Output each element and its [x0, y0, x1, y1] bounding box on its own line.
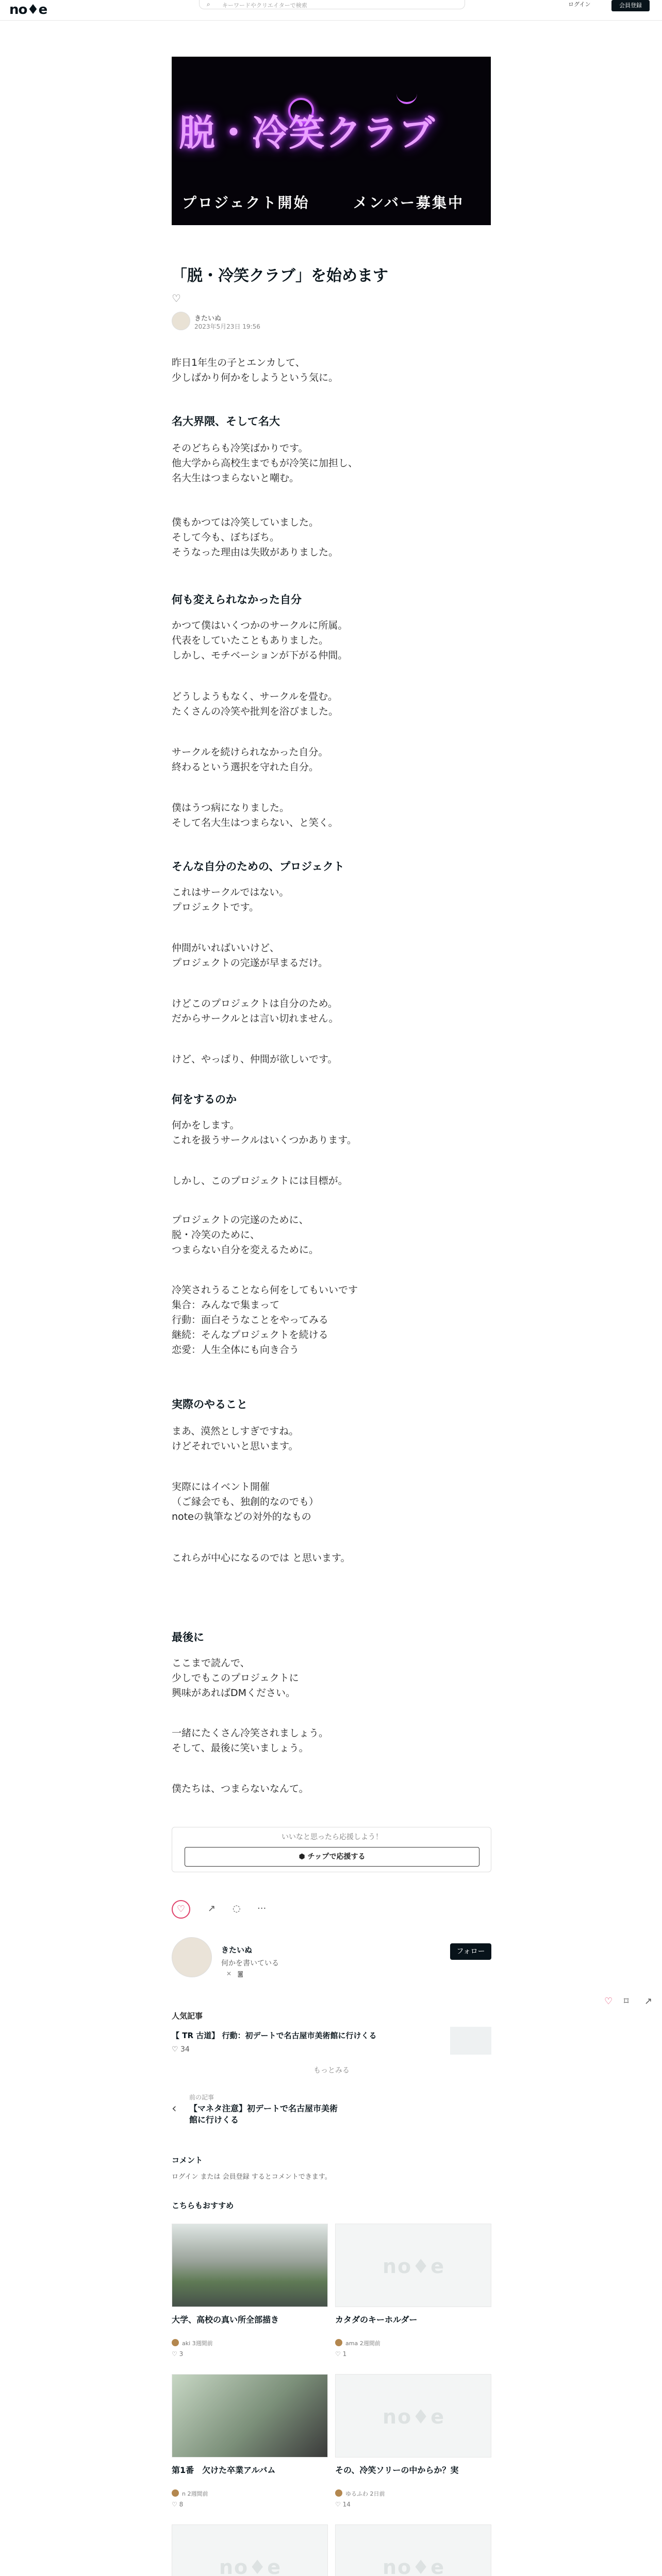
paragraph-line: かつて僕はいくつかのサークルに所属。	[172, 620, 348, 631]
paragraph-line: プロジェクトの完遂のために、	[172, 1214, 309, 1226]
paragraph-line: しかし、このプロジェクトには目標が。	[172, 1175, 348, 1187]
comment-note[interactable]: ログイン または 会員登録 するとコメントできます。	[172, 2173, 332, 2181]
section-heading: そんな自分のための、プロジェクト	[172, 860, 344, 873]
recommend-card[interactable]	[335, 2374, 491, 2513]
recommend-card[interactable]	[335, 2524, 491, 2576]
paragraph-line: サークルを続けられなかった自分。	[172, 747, 328, 758]
recommend-card[interactable]	[172, 2224, 328, 2363]
paragraph-line: 名大生はつまらないと嘲む。	[172, 472, 300, 484]
recommend-card[interactable]	[172, 2524, 328, 2576]
paragraph-line: 仲間がいればいいけど、	[172, 942, 280, 954]
paragraph-line: まあ、漠然としすぎですね。	[172, 1426, 299, 1437]
card-thumbnail[interactable]	[172, 2374, 328, 2458]
section-heading: 名大界隈、そして名大	[172, 415, 280, 428]
hero-sub-left: プロジェクト開始	[182, 194, 310, 211]
float-share-icon[interactable]: ↗	[644, 1996, 653, 2007]
search-icon: ⌕	[207, 1, 210, 8]
recommend-card[interactable]	[335, 2224, 491, 2363]
note-placeholder-logo: no♦e	[219, 2556, 282, 2576]
paragraph-line: 少しでもこのプロジェクトに	[172, 1672, 299, 1684]
section-heading: 実際のやること	[172, 1398, 247, 1411]
paragraph-line: プロジェクトです。	[172, 902, 259, 913]
search-input[interactable]	[199, 0, 465, 9]
paragraph-line: そして、最後に笑いましょう。	[172, 1742, 309, 1754]
card-thumbnail[interactable]	[172, 2524, 328, 2576]
paragraph-line: けど、やっぱり、仲間が欲しいです。	[172, 1054, 338, 1065]
tip-button[interactable]: ⬢ チップで応援する	[185, 1847, 479, 1867]
like-button-heart-icon[interactable]: ♡	[172, 1900, 190, 1919]
paragraph-line: noteの執筆などの対外的なもの	[172, 1511, 311, 1522]
card-likes: ♡ 8	[172, 2501, 184, 2508]
card-thumbnail[interactable]	[172, 2224, 328, 2307]
paragraph-line: 脱・冷笑のために、	[172, 1229, 260, 1241]
paragraph-line: これはサークルではない。	[172, 887, 289, 898]
paragraph-line: 集合：みんなで集まって	[172, 1299, 280, 1311]
card-author-avatar	[172, 2489, 179, 2497]
paragraph-line: けどそれでいいと思います。	[172, 1440, 299, 1452]
paragraph-line: 僕もかつては冷笑していました。	[172, 517, 319, 528]
card-likes: ♡ 14	[335, 2501, 351, 2508]
paragraph-line: これらが中心になるのでは と思います。	[172, 1552, 351, 1564]
chevron-left-icon[interactable]: ‹	[172, 2101, 177, 2115]
popular-thumb[interactable]	[450, 2027, 491, 2055]
paragraph-line: そして名大生はつまらない、と笑く。	[172, 817, 338, 828]
paragraph-line: 少しばかり何かをしようという気に。	[172, 372, 339, 383]
paragraph-line: これを扱うサークルはいくつかあります。	[172, 1134, 357, 1146]
follow-button[interactable]: フォロー	[450, 1943, 491, 1960]
paragraph-line: だからサークルとは言い切れません。	[172, 1013, 339, 1024]
note-placeholder-logo: no♦e	[383, 2405, 445, 2428]
recommend-card[interactable]	[172, 2374, 328, 2513]
prev-label: 前の記事	[189, 2094, 214, 2101]
more-link[interactable]: もっとみる	[313, 2066, 350, 2075]
floating-actions	[604, 1996, 662, 2008]
paragraph-line: けどこのプロジェクトは自分のため。	[172, 998, 338, 1009]
card-likes: ♡ 3	[172, 2350, 184, 2358]
search-placeholder: キーワードやクリエイターで検索	[222, 2, 307, 9]
smile-decoration	[396, 93, 417, 104]
avatar[interactable]	[172, 312, 190, 330]
author-info[interactable]	[172, 312, 326, 332]
article-title: 「脱・冷笑クラブ」を始めます	[172, 267, 388, 285]
card-thumbnail[interactable]	[335, 2524, 491, 2576]
paragraph-line: 行動：面白そうなことをやってみる	[172, 1314, 329, 1326]
paragraph-line: どうしようもなく、サークルを畳む。	[172, 691, 338, 702]
paragraph-line: 何かをします。	[172, 1120, 240, 1131]
comment-icon[interactable]: ◌	[233, 1903, 241, 1914]
note-placeholder-logo: no♦e	[383, 2255, 445, 2278]
popular-label: 人気記事	[172, 2011, 203, 2021]
card-byline: n 2週間前	[182, 2490, 208, 2497]
login-link[interactable]: ログイン	[568, 1, 591, 8]
paragraph-line: 他大学から高校生までもが冷笑に加担し、	[172, 457, 358, 469]
share-icon[interactable]: ↗	[208, 1903, 216, 1914]
author-card-desc: 何かを書いている	[221, 1959, 279, 1968]
popular-article[interactable]	[172, 2024, 491, 2057]
article-actions	[172, 1900, 491, 1918]
card-byline: ゆるふわ 2日前	[345, 2490, 385, 2497]
section-heading: 何も変えられなかった自分	[172, 594, 302, 606]
paragraph-line: 継続：そんなプロジェクトを続ける	[172, 1329, 328, 1341]
card-title[interactable]: カタダのキーホルダー	[335, 2315, 418, 2325]
card-author-avatar	[335, 2339, 342, 2346]
paragraph-line: そうなった理由は失敗がありました。	[172, 547, 339, 558]
paragraph-line: そして今も、ぼちぼち。	[172, 532, 280, 543]
note-logo[interactable]: no♦e	[9, 2, 47, 18]
author-avatar[interactable]	[172, 1937, 212, 1977]
card-byline: aki 3週間前	[182, 2340, 213, 2347]
hero-image	[172, 57, 491, 225]
author-name[interactable]: きたいぬ	[194, 315, 222, 323]
paragraph-line: 実際にはイベント開催	[172, 1481, 270, 1493]
card-title[interactable]: 第1番 欠けた卒業アルバム	[172, 2465, 276, 2475]
post-date: 2023年5月23日 19:56	[194, 323, 260, 330]
social-icons[interactable]: ✕ ◙	[226, 1970, 244, 1977]
paragraph-line: 昨日1年生の子とエンカして、	[172, 357, 305, 368]
float-heart-icon[interactable]: ♡	[604, 1996, 613, 2007]
card-thumbnail[interactable]	[335, 2224, 491, 2307]
paragraph-line: （ご縁会でも、独創的なのでも）	[172, 1496, 319, 1507]
like-heart-icon[interactable]: ♡	[172, 292, 181, 304]
paragraph-line: 興味があればDMください。	[172, 1687, 296, 1699]
paragraph-line: たくさんの冷笑や批判を浴びました。	[172, 706, 339, 717]
paragraph-line: ここまで読んで、	[172, 1657, 250, 1669]
paragraph-line: 恋愛：人生全体にも向き合う	[172, 1344, 300, 1355]
card-title[interactable]: その、冷笑ソリーの中からか？実	[335, 2465, 459, 2475]
card-thumbnail[interactable]	[335, 2374, 491, 2458]
paragraph-line: 一緒にたくさん冷笑されましょう。	[172, 1727, 329, 1739]
paragraph-line: そのどちらも冷笑ばかりです。	[172, 443, 308, 454]
paragraph-line: 代表をしていたこともありました。	[172, 635, 329, 646]
hero-sub-right: メンバー募集中	[353, 194, 465, 211]
float-bookmark-icon[interactable]: ⌑	[624, 1996, 629, 2007]
more-icon[interactable]: ···	[257, 1903, 267, 1914]
card-author-avatar	[335, 2489, 342, 2497]
section-heading: 最後に	[172, 1631, 204, 1643]
section-heading: 何をするのか	[172, 1093, 237, 1106]
paragraph-line: プロジェクトの完遂が早まるだけ。	[172, 957, 328, 969]
paragraph-line: 僕はうつ病になりました。	[172, 802, 290, 814]
popular-likes: ♡ 34	[172, 2045, 190, 2054]
prev-title[interactable]: 【マネタ注意】初デートで名古屋市美術館に行けくる	[189, 2104, 338, 2125]
support-box	[172, 1827, 491, 1872]
author-card	[172, 1937, 491, 1984]
paragraph-line: つまらない自分を変えるために。	[172, 1244, 319, 1256]
paragraph-line: 終わるという選択を守れた自分。	[172, 761, 319, 773]
recommend-label: こちらもおすすめ	[172, 2201, 234, 2210]
hero-title: 脱・冷笑クラブ	[179, 112, 435, 154]
comment-label: コメント	[172, 2156, 203, 2165]
card-byline: ama 2週間前	[345, 2340, 380, 2347]
card-title[interactable]: 大学、高校の真い所全部描き	[172, 2315, 279, 2325]
signup-button[interactable]: 会員登録	[611, 0, 650, 11]
top-bar	[0, 0, 662, 21]
note-placeholder-logo: no♦e	[383, 2556, 445, 2576]
card-likes: ♡ 1	[335, 2350, 347, 2358]
paragraph-line: しかし、モチベーションが下がる仲間。	[172, 650, 348, 661]
author-card-name[interactable]: きたいぬ	[221, 1945, 253, 1955]
paragraph-line: 僕たちは、つまらないなんて。	[172, 1783, 309, 1794]
tip-button-label: チップで応援する	[307, 1853, 366, 1861]
paragraph-line: 冷笑されうることなら何をしてもいいです	[172, 1284, 358, 1296]
card-author-avatar	[172, 2339, 179, 2346]
prev-article[interactable]	[172, 2089, 491, 2130]
popular-title[interactable]: 【 TR 古道】 行動：初デートで名古屋市美術館に行けくる	[172, 2031, 377, 2040]
support-label: いいなと思ったら応援しよう！	[282, 1833, 383, 1841]
